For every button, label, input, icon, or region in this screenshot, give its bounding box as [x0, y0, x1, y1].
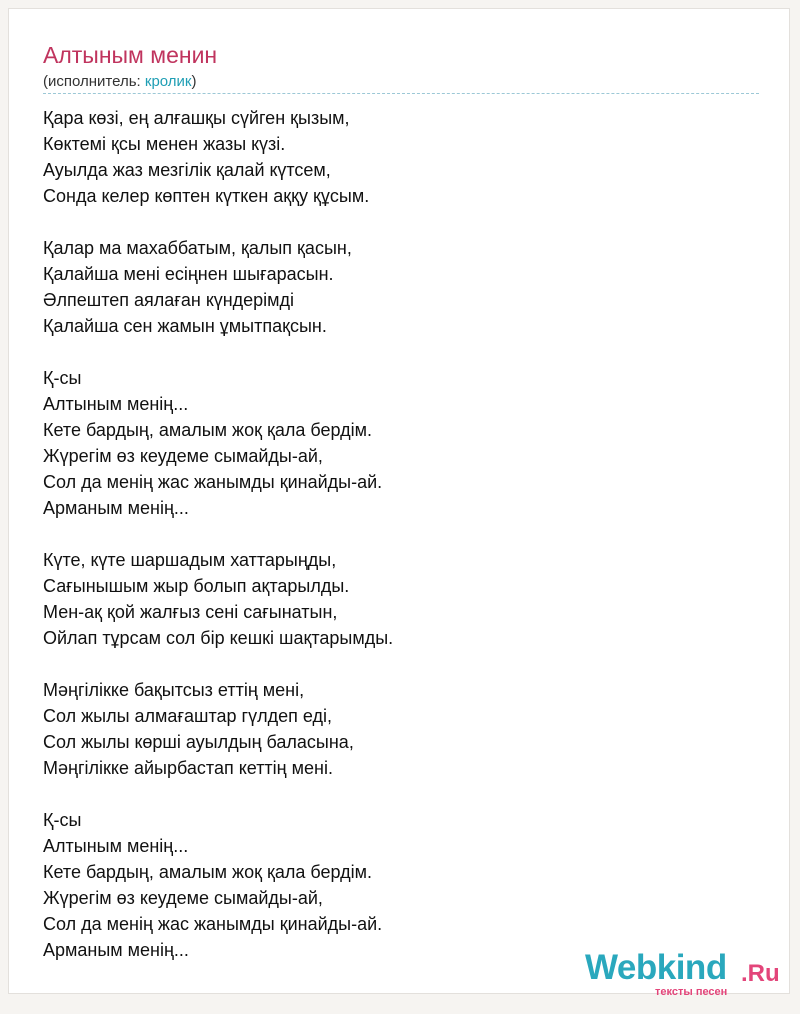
lyric-line: Сол жылы алмағаштар гүлдеп еді, — [43, 706, 332, 726]
lyric-line: Мәңгілікке айырбастап кеттің мені. — [43, 758, 333, 778]
lyrics-text — [43, 105, 763, 963]
logo-wordmark: Webkind — [585, 948, 727, 987]
logo-domain: .Ru — [741, 960, 780, 987]
stanza-gap — [43, 521, 763, 547]
lyric-line: Сол жылы көрші ауылдың баласына, — [43, 732, 354, 752]
lyric-line: Алтыным менің... — [43, 394, 189, 414]
lyric-line: Қалар ма махаббатым, қалып қасын, — [43, 238, 352, 258]
lyric-line: Сол да менің жас жанымды қинайды-ай. — [43, 472, 383, 492]
stanza — [43, 105, 763, 209]
lyric-line: Қ-сы — [43, 810, 82, 830]
lyric-line: Кете бардың, амалым жоқ қала бердім. — [43, 420, 372, 440]
stanza-gap — [43, 339, 763, 365]
lyric-line: Арманым менің... — [43, 940, 189, 960]
lyric-line: Сол да менің жас жанымды қинайды-ай. — [43, 914, 383, 934]
lyric-line: Қалайша сен жамын ұмытпақсын. — [43, 316, 327, 336]
stanza-gap — [43, 651, 763, 677]
lyric-line: Күте, күте шаршадым хаттарыңды, — [43, 550, 337, 570]
song-title: Алтыным менин — [43, 42, 218, 68]
title-divider — [43, 93, 759, 94]
lyric-line: Қара көзі, ең алғашқы сүйген қызым, — [43, 108, 350, 128]
artist-link[interactable]: кролик — [144, 73, 192, 90]
stanza-gap — [43, 781, 763, 807]
lyric-line: Сонда келер көптен күткен аққу құсым. — [43, 186, 370, 206]
lyric-line: Жүрегім өз кеудеме сымайды-ай, — [43, 888, 323, 908]
lyric-line: Кете бардың, амалым жоқ қала бердім. — [43, 862, 372, 882]
lyric-line: Әлпештеп аялаған күндерімді — [43, 290, 295, 310]
stanza — [43, 547, 763, 651]
stanza — [43, 365, 763, 521]
stanza-gap — [43, 209, 763, 235]
site-logo[interactable] — [585, 948, 785, 998]
lyric-line: Мен-ақ қой жалғыз сені сағынатын, — [43, 602, 338, 622]
lyrics-card — [8, 8, 790, 998]
lyric-line: Жүрегім өз кеудеме сымайды-ай, — [43, 446, 323, 466]
lyric-line: Қ-сы — [43, 368, 82, 388]
lyric-line: Көктемі қсы менен жазы күзі. — [43, 134, 286, 154]
lyric-line: Мәңгілікке бақытсыз еттің мені, — [43, 680, 305, 700]
lyric-line: Ойлап тұрсам сол бір кешкі шақтарымды. — [43, 628, 394, 648]
lyric-line: Қалайша мені есіңнен шығарасын. — [43, 264, 334, 284]
artist-line — [43, 73, 197, 90]
artist-prefix: (исполнитель: — [43, 73, 145, 90]
lyric-line: Ауылда жаз мезгілік қалай күтсем, — [43, 160, 331, 180]
lyric-line: Алтыным менің... — [43, 836, 189, 856]
stanza — [43, 677, 763, 781]
artist-suffix: ) — [191, 73, 197, 90]
stanza — [43, 235, 763, 339]
logo-tagline: тексты песен — [655, 986, 728, 998]
stanza — [43, 807, 763, 963]
lyric-line: Сағынышым жыр болып ақтарылды. — [43, 576, 350, 596]
lyric-line: Арманым менің... — [43, 498, 189, 518]
